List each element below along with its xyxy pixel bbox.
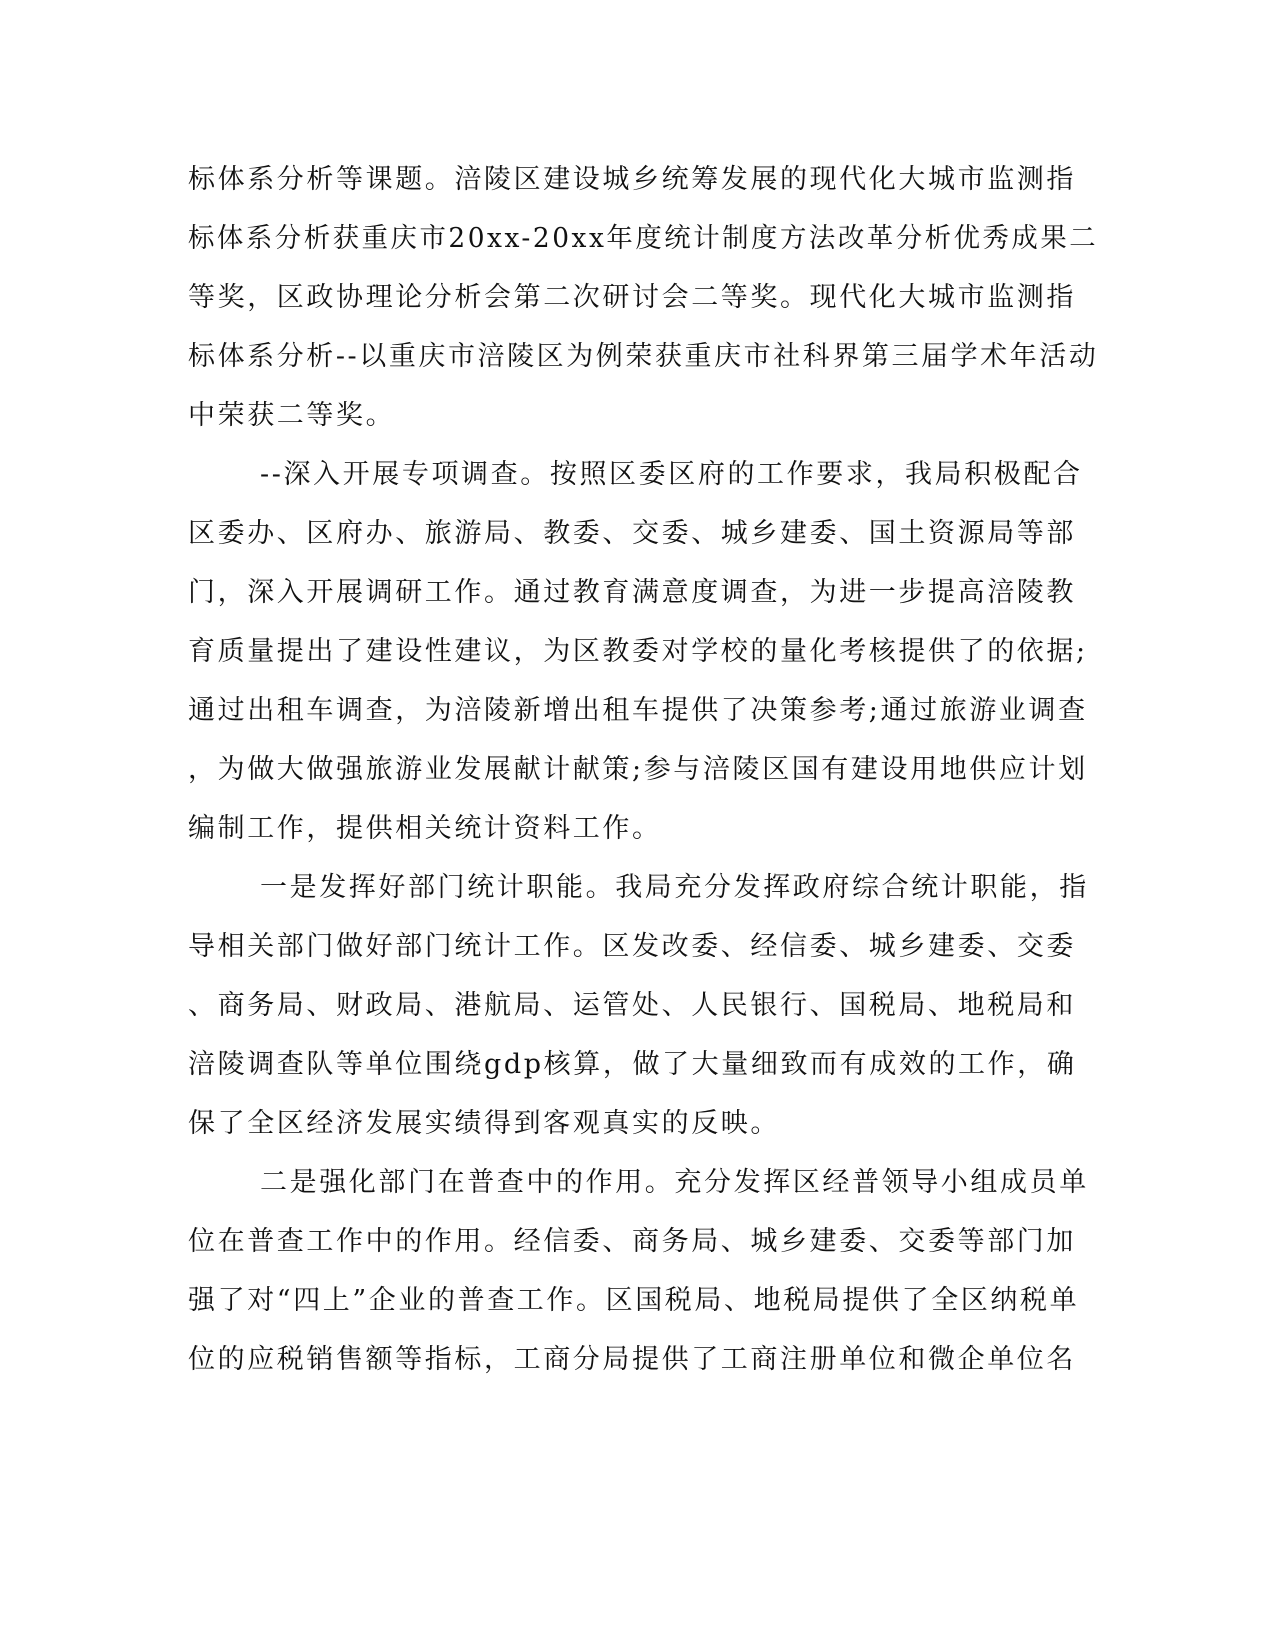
paragraph-2-line-6: ，为做大做强旅游业发展献计献策;参与涪陵区国有建设用地供应计划 (188, 754, 1088, 785)
paragraph-3-line-3: 、商务局、财政局、港航局、运管处、人民银行、国税局、地税局和 (188, 990, 1076, 1021)
paragraph-4-line-3: 强了对“四上”企业的普查工作。区国税局、地税局提供了全区纳税单 (188, 1285, 1080, 1316)
paragraph-2-line-2: 区委办、区府办、旅游局、教委、交委、城乡建委、国土资源局等部 (188, 518, 1076, 549)
paragraph-1-line-4: 标体系分析--以重庆市涪陵区为例荣获重庆市社科界第三届学术年活动 (188, 341, 1099, 372)
paragraph-3-line-4: 涪陵调查队等单位围绕gdp核算，做了大量细致而有成效的工作，确 (188, 1049, 1077, 1080)
paragraph-1-line-2: 标体系分析获重庆市20xx-20xx年度统计制度方法改革分析优秀成果二 (188, 223, 1099, 254)
paragraph-2-line-3: 门，深入开展调研工作。通过教育满意度调查，为进一步提高涪陵教 (188, 577, 1076, 608)
paragraph-1-line-3: 等奖，区政协理论分析会第二次研讨会二等奖。现代化大城市监测指 (188, 282, 1076, 313)
paragraph-1-line-5: 中荣获二等奖。 (188, 400, 396, 431)
paragraph-3-line-5: 保了全区经济发展实绩得到客观真实的反映。 (188, 1108, 780, 1139)
paragraph-2-line-1: --深入开展专项调查。按照区委区府的工作要求，我局积极配合 (260, 459, 1083, 490)
paragraph-4-line-4: 位的应税销售额等指标，工商分局提供了工商注册单位和微企单位名 (188, 1344, 1076, 1375)
paragraph-4-line-2: 位在普查工作中的作用。经信委、商务局、城乡建委、交委等部门加 (188, 1226, 1076, 1257)
paragraph-2-line-7: 编制工作，提供相关统计资料工作。 (188, 813, 662, 844)
paragraph-2-line-5: 通过出租车调查，为涪陵新增出租车提供了决策参考;通过旅游业调查 (188, 695, 1088, 726)
paragraph-3-line-2: 导相关部门做好部门统计工作。区发改委、经信委、城乡建委、交委 (188, 931, 1076, 962)
paragraph-4-line-1: 二是强化部门在普查中的作用。充分发挥区经普领导小组成员单 (260, 1167, 1089, 1198)
paragraph-1-line-1: 标体系分析等课题。涪陵区建设城乡统筹发展的现代化大城市监测指 (188, 164, 1076, 195)
paragraph-2-line-4: 育质量提出了建设性建议，为区教委对学校的量化考核提供了的依据; (188, 636, 1088, 667)
paragraph-3-line-1: 一是发挥好部门统计职能。我局充分发挥政府综合统计职能，指 (260, 872, 1089, 903)
